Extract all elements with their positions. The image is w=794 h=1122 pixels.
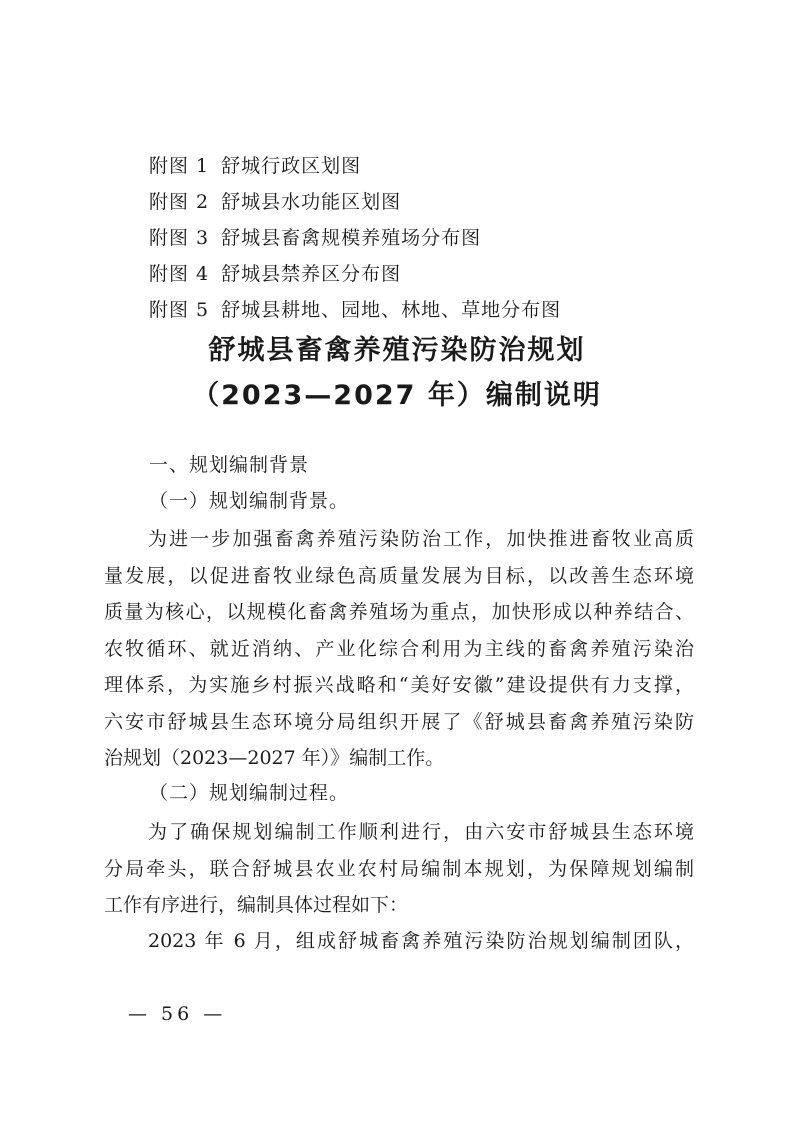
appendix-item: [149, 220, 561, 256]
paragraph-line: 为了确保规划编制工作顺利进行，由六安市舒城县生态环境: [148, 821, 694, 843]
paragraph-line: 2023 年 6 月，组成舒城畜禽养殖污染防治规划编制团队，: [148, 930, 694, 952]
appendix-item: [149, 148, 561, 184]
paragraph-timeline: [104, 923, 694, 960]
section-heading: 一、规划编制背景: [149, 454, 310, 476]
appendix-number: 附图 5: [149, 299, 210, 321]
sub-heading-background: （一）规划编制背景。: [149, 490, 350, 512]
paragraph-line: 分局牵头，联合舒城县农业农村局编制本规划，为保障规划编制: [104, 857, 694, 880]
appendix-item: [149, 292, 561, 328]
appendix-list: [149, 148, 561, 328]
paragraph-line: 为进一步加强畜禽养殖污染防治工作，加快推进畜牧业高质: [148, 528, 694, 550]
paragraph-background: [104, 521, 694, 777]
appendix-title: 舒城县畜禽规模养殖场分布图: [221, 227, 482, 249]
paragraph-line: 质量为核心，以规模化畜禽养殖场为重点，加快形成以种养结合、: [104, 601, 694, 623]
sub-heading-process: （二）规划编制过程。: [149, 782, 350, 804]
appendix-item: [149, 184, 561, 220]
appendix-title: 舒城行政区划图: [221, 155, 362, 177]
appendix-number: 附图 4: [149, 263, 210, 285]
page-number: — 56 —: [128, 1003, 227, 1025]
appendix-item: [149, 256, 561, 292]
appendix-title: 舒城县水功能区划图: [221, 191, 402, 213]
appendix-number: 附图 1: [149, 155, 210, 177]
paragraph-process: [104, 814, 694, 924]
paragraph-line: 六安市舒城县生态环境分局组织开展了《舒城县畜禽养殖污染防: [104, 710, 694, 733]
paragraph-line: 量发展，以促进畜牧业绿色高质量发展为目标，以改善生态环境: [104, 564, 694, 587]
appendix-title: 舒城县耕地、园地、林地、草地分布图: [221, 299, 562, 321]
paragraph-line: 农牧循环、就近消纳、产业化综合利用为主线的畜禽养殖污染治: [104, 637, 694, 660]
paragraph-line: 工作有序进行，编制具体过程如下：: [104, 894, 409, 916]
appendix-number: 附图 2: [149, 191, 210, 213]
document-title-line-2: （2023—2027 年）编制说明: [192, 380, 602, 411]
paragraph-line: 治规划（2023—2027 年）》编制工作。: [104, 747, 445, 769]
appendix-title: 舒城县禁养区分布图: [221, 263, 402, 285]
paragraph-line: 理体系，为实施乡村振兴战略和“美好安徽”建设提供有力支撑，: [104, 674, 694, 696]
appendix-number: 附图 3: [149, 227, 210, 249]
document-title-line-1: 舒城县畜禽养殖污染防治规划: [208, 335, 586, 366]
